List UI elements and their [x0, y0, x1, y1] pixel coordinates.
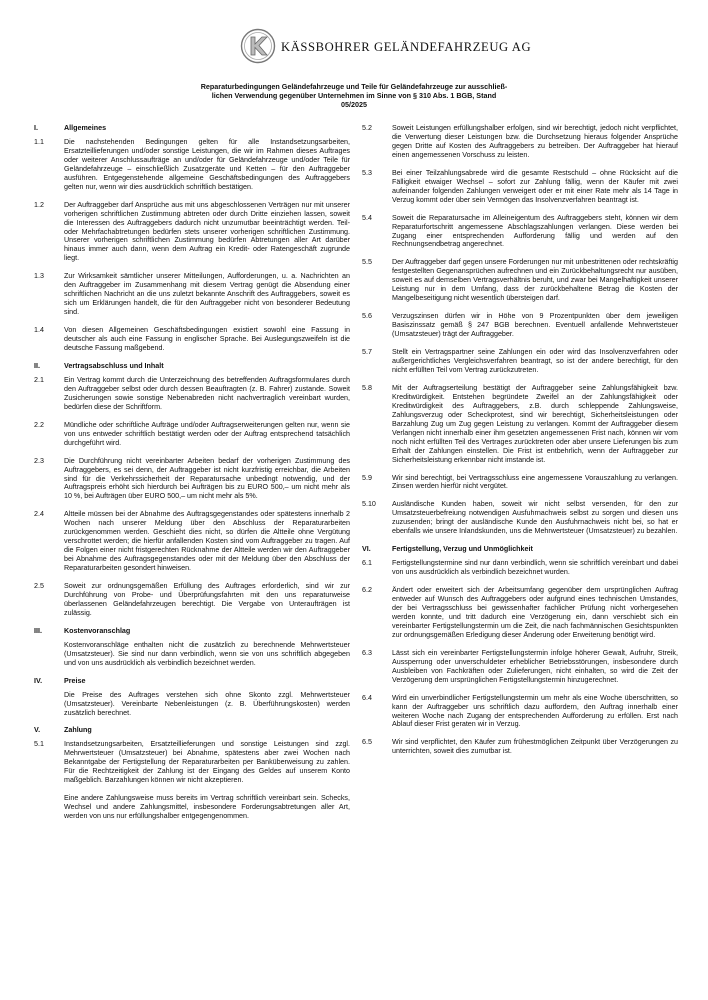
clause-text: Wird ein unverbindlicher Fertigstellungstermin um mehr als eine Woche überschritten, so kann der Auftraggeber uns schriftlich dazu auffordern, den Auftrag innerhalb einer weiteren Woche nach Zugang der entsprechenden Aufforderung zu erfüllen. Erst nach Ablauf dieser Frist geraten wir in Verzug.	[392, 693, 678, 729]
clause-number: 5.4	[362, 213, 372, 222]
clause-number: 5.6	[362, 312, 372, 321]
clause-number: 6.5	[362, 738, 372, 747]
clause	[34, 376, 350, 412]
clause	[362, 214, 678, 250]
clause-number: 6.4	[362, 693, 372, 702]
clause-text: Von diesen Allgemeinen Geschäftsbedingungen existiert sowohl eine Fassung in deutscher als auch eine Fassung in englischer Sprache. Bei Auslegungszweifeln ist die deutsche Fassung maßgebend.	[64, 326, 350, 353]
clause-number: 5.5	[362, 258, 372, 267]
paragraph: Kostenvoranschläge enthalten nicht die zusätzlich zu berechnende Mehrwertsteuer (Umsatzsteuer). Sie sind nur dann verbindlich, wenn sie von uns schriftlich abgegeben und von uns ausdrücklich als verbindlich bezeichnet werden.	[64, 640, 350, 667]
clause-number: 2.2	[34, 420, 44, 429]
clause	[362, 348, 678, 375]
clause-number: 6.3	[362, 648, 372, 657]
section-number: II.	[34, 361, 40, 370]
clause	[362, 559, 678, 577]
section-title: Preise	[64, 676, 86, 685]
title-line: 05/2025	[341, 100, 367, 109]
clause-text: Zur Wirksamkeit sämtlicher unserer Mitteilungen, Aufforderungen, u. a. Nachrichten an den Auftraggeber im Zusammenhang mit diesem Vertrag genügt die Absendung einer schriftlichen Nachricht an die uns zuletzt bekannte Anschrift des Auftraggebers, soweit es sich um Erklärungen handelt, die für den Auftraggeber nicht von besonderer Bedeutung sind.	[64, 272, 350, 317]
clause-text: Ändert oder erweitert sich der Arbeitsumfang gegenüber dem ursprünglichen Auftrag entweder auf Wunsch des Auftraggebers oder aufgrund eines technischen Umstandes, der bei Vertragsschluss bei gewissenhafter fachlicher Prüfung nicht vorhergesehen werden konnte, und tritt dadurch eine Verzögerung ein, dann verschiebt sich ein vereinbarter Fertigstellungstermin um die Zeit, die nach fachmännischen Gesichtspunkten zur ordnungsgemäßen Erledigung dieser Änderung oder Erweiterung benötigt wird.	[392, 586, 678, 639]
clause-text: Altteile müssen bei der Abnahme des Auftragsgegenstandes oder spätestens innerhalb 2 Wochen nach unserer Meldung über den Abschluss der Reparaturarbeiten zurückgenommen werden. Geschieht dies nicht, so dürfen die Altteile ohne Vergütung verschrottet werden; die hierfür anfallenden Kosten sind vom Auftraggeber zu tragen. Auf die Folgen einer nicht fristgerechten Rücknahme der Altteile werden wir den Auftraggeber bei Abnahme des Auftragsgegenstandes oder mit der Meldung über den Abschluss der Reparaturarbeiten gesondert hinweisen.	[64, 510, 350, 573]
section-number: IV.	[34, 676, 43, 685]
clause-text: Der Auftraggeber darf Ansprüche aus mit uns abgeschlossenen Verträgen nur mit unserer vorherigen schriftlichen Zustimmung abtreten oder durch Dritte einziehen lassen, soweit die Interessen des Auftraggebers dadurch nicht unzumutbar beeinträchtigt werden. Teil- oder Mehrfachabtretungen bedürfen stets unserer vorherigen schriftlichen Zustimmung. Unserer vorherigen schriftlichen Zustimmung bedürfen Abtretungen aller Art darüber hinaus immer auch dann, wenn dem Auftrag ein Kredit- oder Ratengeschäft zugrunde liegt.	[64, 200, 350, 263]
clause	[34, 138, 350, 192]
clause	[362, 312, 678, 339]
clause	[362, 384, 678, 465]
clause-number: 6.1	[362, 559, 372, 568]
clause-number: 2.5	[34, 582, 44, 591]
section-heading	[34, 124, 350, 133]
clause	[34, 582, 350, 618]
section-heading	[34, 362, 350, 371]
section-number: V.	[34, 726, 41, 735]
clause	[34, 457, 350, 502]
clause-number: 6.2	[362, 586, 372, 595]
clause-number: 1.4	[34, 326, 44, 335]
clause-number: 2.1	[34, 375, 44, 384]
title-line: Reparaturbedingungen Geländefahrzeuge und Teile für Geländefahrzeuge zur ausschließ-	[200, 82, 508, 91]
clause-text: Mit der Auftragserteilung bestätigt der Auftraggeber seine Zahlungsfähigkeit bzw. Kreditwürdigkeit. Entstehen begründete Zweifel an der Zahlungsfähigkeit oder Kreditwürdigkeit des Auftraggebers, z.B. durch schleppende Zahlungsweise, Zahlungsverzug oder Scheckprotest, sind wir berechtigt, Sicherheitsleistungen oder Barzahlung Zug um Zug gegen Leistung zu verlangen. Kommt der Auftraggeber diesem Verlangen nicht innerhalb einer ihm gesetzten angemessenen Frist nach, können wir vom noch nicht erfüllten Teil des Vertrages zurücktreten oder aber unsere Lieferungen bis zum Erhalt der Zahlungen einstellen. Die Frist ist entbehrlich, wenn der Auftraggeber zur Sicherheitsleistung erkennbar nicht imstande ist.	[392, 383, 678, 464]
clause-number: 5.3	[362, 168, 372, 177]
clause-number: 5.2	[362, 124, 372, 132]
clause	[34, 272, 350, 317]
section-number: III.	[34, 626, 42, 635]
clause	[34, 740, 350, 785]
clause-text: Die nachstehenden Bedingungen gelten für alle Instandsetzungsarbeiten, Ersatzteillieferungen und/oder sonstige Leistungen, die wir im Rahmen dieses Auftrages oder weiterer Anschlussaufträge an und/oder für Geländefahrzeuge und/oder Teile für Geländefahrzeuge – einschließlich Zusatzgeräte und Ketten – für den Auftraggeber ausführen. Entgegenstehende allgemeine Geschäftsbedingungen des Auftraggebers gelten nur, wenn wir dies ausdrücklich schriftlich bestätigen.	[64, 137, 350, 191]
clause-text: Soweit zur ordnungsgemäßen Erfüllung des Auftrages erforderlich, sind wir zur Durchführung von Probe- und Überprüfungsfahrten mit den uns reparaturweise überlassenen Geländefahrzeugen berechtigt. Die Vergabe von Unteraufträgen ist zulässig.	[64, 582, 350, 617]
clause	[34, 510, 350, 573]
clause-text: Die Durchführung nicht vereinbarter Arbeiten bedarf der vorherigen Zustimmung des Auftraggebers, es sei denn, der Auftraggeber ist nicht kurzfristig erreichbar, die Arbeiten sind für die Verkehrssicherheit der Reparatursache unbedingt notwendig, und der Auftragspreis erhöht sich hierdurch bei Aufträgen bis zu EURO 500,– um nicht mehr als 10 %, bei Aufträgen über EURO 500,– um nicht mehr als 5%.	[64, 456, 350, 501]
clause	[362, 500, 678, 536]
paragraph: Eine andere Zahlungsweise muss bereits im Vertrag schriftlich vereinbart sein. Schecks, Wechsel und andere Zahlungsmittel, insbesondere Forderungsabtretungen aller Art, werden von uns nur erfüllungshalber entgegengenommen.	[64, 794, 350, 821]
section-title: Allgemeines	[64, 124, 107, 132]
clause	[362, 258, 678, 303]
clause	[34, 326, 350, 353]
section-title: Kostenvoranschlag	[64, 626, 131, 635]
clause	[362, 738, 678, 756]
section-heading	[34, 677, 350, 686]
clause-text: Fertigstellungstermine sind nur dann verbindlich, wenn sie schriftlich vereinbart und dabei von uns ausdrücklich als verbindlich bezeichnet wurden.	[392, 559, 678, 577]
section-heading	[362, 545, 678, 554]
clause-text: Ausländische Kunden haben, soweit wir nicht selbst versenden, für den zur Umsatzsteuerbefreiung notwendigen Ausfuhrnachweis selbst zu sorgen und diesen uns zuzusenden; bringt der ausländische Kunde den Ausfuhrnachweis nicht bei, so hat er ebenfalls wie unsere Inlandskunden, uns die Mehrwertsteuer (Umsatzsteuer) zu bezahlen.	[392, 500, 678, 536]
clause	[34, 201, 350, 264]
clause-text: Soweit die Reparatursache im Alleineigentum des Auftraggebers steht, können wir dem Reparaturfortschritt angemessene Abschlagszahlungen verlangen. Diese werden bei Zugang einer entsprechenden Aufforderung fällig und werden auf den Rechnungsendbetrag angerechnet.	[392, 213, 678, 249]
section-number: I.	[34, 124, 38, 132]
document-title	[150, 82, 558, 109]
clause	[34, 421, 350, 448]
section-title: Vertragsabschluss und Inhalt	[64, 361, 164, 370]
section-title: Fertigstellung, Verzug und Unmöglichkeit	[392, 545, 533, 554]
section-title: Zahlung	[64, 726, 92, 735]
clause-number: 1.2	[34, 200, 44, 209]
clause-number: 2.4	[34, 510, 44, 519]
clause	[362, 169, 678, 205]
section-number: VI.	[362, 545, 371, 554]
clause-text: Instandsetzungsarbeiten, Ersatzteillieferungen und sonstige Leistungen sind zzgl. Mehrwertsteuer (Umsatzsteuer) bei Abnahme, spätestens aber zwei Wochen nach Bekanntgabe der Fertigstellung der Reparaturarbeiten per Banküberweisung zu zahlen. Für die Rechtzeitigkeit der Zahlung ist der Eingang des Geldes auf unserem Konto maßgeblich. Barzahlungen können wir nicht akzeptieren.	[64, 740, 350, 785]
clause-text: Wir sind verpflichtet, den Käufer zum frühestmöglichen Zeitpunkt über Verzögerungen zu unterrichten, soweit dies zumutbar ist.	[392, 738, 678, 756]
clause-number: 5.9	[362, 473, 372, 482]
title-line: lichen Verwendung gegenüber Unternehmen im Sinne von § 310 Abs. 1 BGB, Stand	[211, 91, 497, 100]
clause-text: Soweit Leistungen erfüllungshalber erfolgen, sind wir berechtigt, jedoch nicht verpflichtet, die Verwertung dieser Leistungen bzw. die Durchsetzung hieraus folgender Ansprüche gegen Dritte auf Kosten des Auftraggebers zu betreiben. Der Auftraggeber hat hierauf einen angemessenen Vorschuss zu leisten.	[392, 124, 678, 159]
clause	[362, 124, 678, 160]
clause-number: 1.1	[34, 137, 44, 146]
clause	[362, 694, 678, 730]
paragraph: Die Preise des Auftrages verstehen sich ohne Skonto zzgl. Mehrwertsteuer (Umsatzsteuer). Vereinbarte Nebenleistungen (z. B. Überführungskosten) werden zusätzlich berechnet.	[64, 690, 350, 717]
kaessbohrer-logo-icon	[240, 28, 276, 64]
clause-text: Wir sind berechtigt, bei Vertragsschluss eine angemessene Vorauszahlung zu verlangen. Zinsen werden hierfür nicht vergütet.	[392, 473, 678, 491]
clause	[362, 649, 678, 685]
section-heading	[34, 627, 350, 636]
clause	[362, 474, 678, 492]
document-header	[0, 22, 708, 74]
clause	[362, 586, 678, 640]
clause-text: Verzugszinsen dürfen wir in Höhe von 9 Prozentpunkten über dem jeweiligen Basiszinssatz gemäß § 247 BGB berechnen. Eventuell anfallende Mehrwertsteuer (Umsatzsteuer) trägt der Auftraggeber.	[392, 312, 678, 339]
clause-number: 2.3	[34, 456, 44, 465]
clause-number: 1.3	[34, 272, 44, 281]
clause-text: Stellt ein Vertragspartner seine Zahlungen ein oder wird das Insolvenzverfahren oder außergerichtliches Vergleichsverfahren beantragt, so ist der andere berechtigt, für den nicht erfüllten Teil vom Vertrag zurückzutreten.	[392, 348, 678, 374]
company-name: KÄSSBOHRER GELÄNDEFAHRZEUG AG	[281, 40, 532, 54]
clause-text: Ein Vertrag kommt durch die Unterzeichnung des betreffenden Auftragsformulares durch den Auftraggeber selbst oder durch dessen Beauftragten (z. B. Fahrer) zustande. Soweit Zusicherungen sowie sonstige Nebenabreden nicht nachvertraglich vereinbart wurden, bedürfen diese der Schriftform.	[64, 375, 350, 411]
clause-text: Lässt sich ein vereinbarter Fertigstellungstermin infolge höherer Gewalt, Aufruhr, Streik, Aussperrung oder unverschuldeter erheblicher Betriebsstörungen, insbesondere durch Ausbleiben von Fachkräften oder Zulieferungen, nicht einhalten, so wird die Zeit der Verzögerung dem ursprünglichen Fertigstellungstermin hinzugerechnet.	[392, 648, 678, 684]
right-column	[362, 124, 678, 765]
section-heading	[34, 726, 350, 735]
clause-number: 5.7	[362, 348, 372, 357]
clause-number: 5.10	[362, 500, 376, 509]
clause-text: Bei einer Teilzahlungsabrede wird die gesamte Restschuld – ohne Rücksicht auf die Fälligkeit etwaiger Wechsel – sofort zur Zahlung fällig, wenn der Käufer mit zwei aufeinander folgenden Zahlungen verweigert oder er mit einer Rate mehr als 14 Tage in Verzug kommt oder über sein Vermögen das Insolvenzverfahren beantragt ist.	[392, 168, 678, 204]
clause-number: 5.8	[362, 383, 372, 392]
clause-number: 5.1	[34, 740, 44, 749]
left-column	[34, 124, 350, 830]
clause-text: Mündliche oder schriftliche Aufträge und/oder Auftragserweiterungen gelten nur, wenn sie von uns entweder schriftlich bestätigt werden oder der Auftrag entsprechend tatsächlich durchgeführt wird.	[64, 420, 350, 447]
clause-text: Der Auftraggeber darf gegen unsere Forderungen nur mit unbestrittenen oder rechtskräftig festgestellten Gegenansprüchen aufrechnen und ein Zurückbehaltungsrecht nur ausüben, soweit es auf demselben Vertragsverhältnis beruht, und zwar bei Mangelhaftigkeit unserer Leistung nur in dem Umfang, dass der zurückbehaltene Betrag die Kosten der Mangelbeseitigung nicht wesentlich übersteigen darf.	[392, 258, 678, 303]
